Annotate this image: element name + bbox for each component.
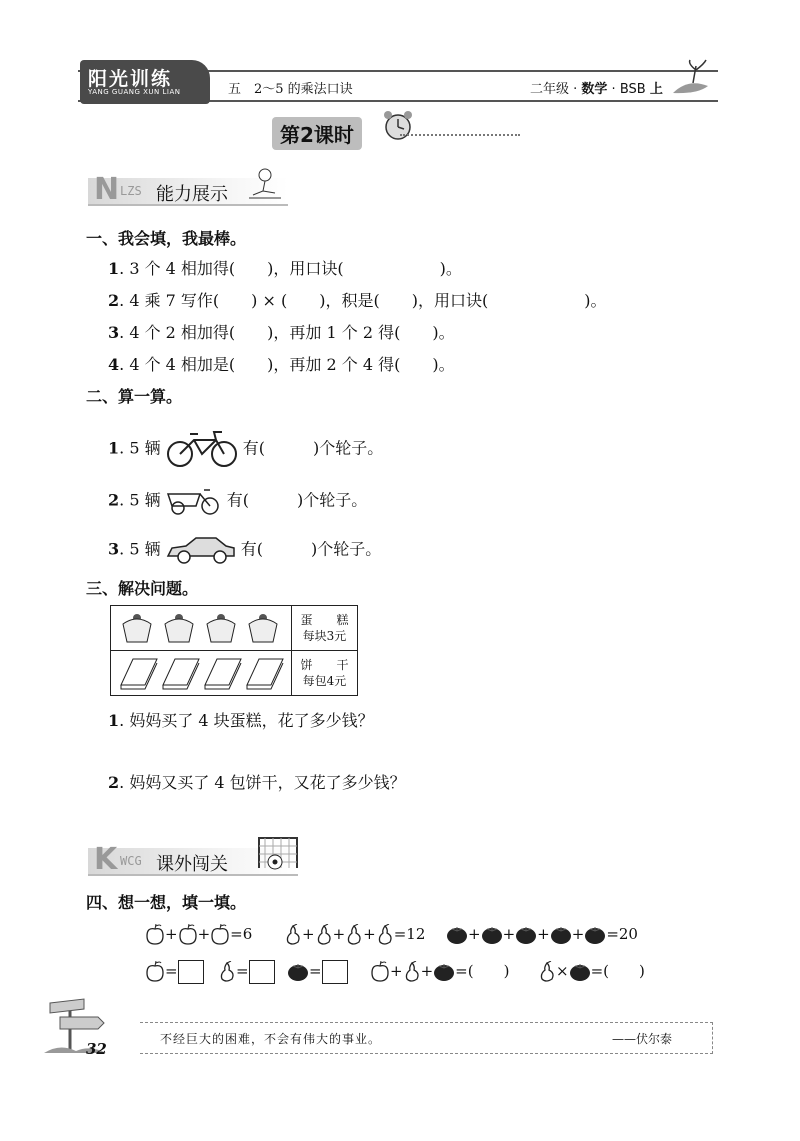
equal-sign: = [309, 962, 322, 980]
item-text: . 3 个 4 相加得( )，用口诀( )。 [119, 259, 462, 278]
plus-sign: + [390, 962, 403, 980]
section-title: 课外闯关 [156, 854, 228, 875]
biscuit-pack-icons [111, 651, 291, 691]
footer-quote: 不经巨大的困难，不会有伟大的事业。 [160, 1032, 382, 1046]
cupcake-icons [111, 606, 291, 646]
item-number: 2 [108, 291, 120, 310]
tomato-icon [569, 961, 591, 983]
biscuit-price: 每包4元 [302, 674, 347, 688]
part4-heading: 四、想一想，填一填。 [86, 893, 247, 912]
item-number: 1 [108, 438, 120, 458]
item-text: . 妈妈买了 4 块蛋糕，花了多少钱？ [119, 711, 374, 730]
part3-item-2 [108, 770, 406, 793]
part1-heading: 一、我会填，我最棒。 [86, 229, 247, 248]
cake-label: 蛋 糕 [300, 613, 349, 627]
skateboard-kid-icon [245, 165, 287, 201]
item-number: 1 [108, 711, 120, 730]
biscuit-images [111, 651, 292, 696]
biscuit-pack-icon [247, 659, 283, 689]
equation-result: =20 [606, 925, 638, 943]
section-title: 能力展示 [156, 184, 228, 205]
section-letter: K [94, 842, 118, 877]
subject-label: 数学 [581, 82, 608, 97]
plus-sign: + [537, 925, 550, 943]
pear-icon [403, 961, 421, 983]
grade-label: 二年级 · [530, 82, 582, 97]
bicycle-icon [166, 430, 238, 468]
price-table [110, 605, 358, 696]
answer-blank: =( ) [455, 962, 510, 980]
part2-item-1 [108, 430, 383, 468]
item-text: . 4 个 4 相加是( )，再加 2 个 4 得( )。 [119, 355, 455, 374]
plus-sign: + [420, 962, 434, 980]
plus-sign: + [332, 925, 346, 943]
item-number: 1 [108, 259, 120, 278]
apple-icon [210, 924, 230, 946]
section-letter: N [94, 172, 120, 207]
pear-icon [345, 924, 363, 946]
plus-sign: + [502, 925, 516, 943]
plus-sign: + [363, 925, 376, 943]
plus-sign: + [302, 925, 315, 943]
item-prefix: . 5 辆 [119, 490, 161, 510]
cupcake-icon [207, 614, 235, 642]
part2-item-3 [108, 534, 381, 566]
tomato-icon [446, 924, 468, 946]
biscuit-pack-icon [163, 659, 199, 689]
lesson-title: 第2课时 [272, 117, 362, 150]
apple-icon [145, 924, 165, 946]
part2-heading: 二、算一算。 [86, 387, 183, 406]
tomato-icon [550, 924, 572, 946]
pear-icon [284, 924, 302, 946]
lesson-underline [400, 134, 520, 136]
answer-tomato [287, 960, 348, 984]
equal-sign: = [165, 962, 178, 980]
item-number: 3 [108, 323, 120, 342]
item-number: 4 [108, 355, 120, 374]
answer-apple [145, 960, 204, 984]
part1-item-3 [108, 320, 455, 343]
pear-icon [218, 961, 236, 983]
footer-author: ——伏尔泰 [612, 1032, 673, 1046]
plus-sign: + [468, 925, 481, 943]
item-number: 2 [108, 773, 120, 792]
tricycle-icon [166, 486, 222, 516]
cupcake-icon [249, 614, 277, 642]
item-suffix: 有( )个轮子。 [242, 438, 384, 458]
equation-pears [284, 924, 425, 946]
logo [80, 60, 210, 104]
equation-mixed-sum [370, 960, 509, 983]
part3-item-1 [108, 708, 374, 731]
section-abbr: WCG [120, 854, 142, 868]
answer-pear [218, 960, 275, 984]
item-text: . 4 乘 7 写作( ) × ( )，积是( )，用口诀( )。 [119, 291, 607, 310]
item-number: 2 [108, 490, 120, 510]
part3-heading: 三、解决问题。 [86, 579, 199, 598]
cupcake-icon [123, 614, 151, 642]
tomato-icon [584, 924, 606, 946]
item-suffix: 有( )个轮子。 [240, 539, 382, 559]
item-prefix: . 5 辆 [119, 539, 161, 559]
item-number: 3 [108, 539, 120, 559]
equation-result: =6 [230, 925, 253, 943]
tomato-icon [433, 961, 455, 983]
biscuit-pack-icon [205, 659, 241, 689]
logo-subtitle: YANG GUANG XUN LIAN [88, 88, 181, 96]
apple-icon [370, 961, 390, 983]
item-suffix: 有( )个轮子。 [226, 490, 368, 510]
alarm-clock-icon [380, 108, 416, 142]
plus-sign: + [165, 925, 178, 943]
grade-info [530, 78, 663, 97]
item-prefix: . 5 辆 [119, 438, 161, 458]
soccer-goal-icon [255, 832, 301, 872]
cake-price-cell [292, 606, 358, 651]
tomato-icon [515, 924, 537, 946]
part1-item-1 [108, 256, 462, 279]
plus-sign: + [571, 925, 585, 943]
item-text: . 4 个 2 相加得( )，再加 1 个 2 得( )。 [119, 323, 455, 342]
car-icon [166, 534, 236, 566]
equal-sign: = [236, 962, 249, 980]
logo-title: 阳光训练 [88, 68, 173, 90]
equation-result: =12 [393, 925, 426, 943]
part1-item-2 [108, 288, 606, 311]
apple-icon [145, 961, 165, 983]
edition-label: · BSB [607, 82, 650, 97]
hand-plant-icon [668, 58, 718, 98]
equation-apples [145, 924, 252, 946]
chapter-title: 五 2～5 的乘法口诀 [228, 82, 353, 97]
plus-sign: + [197, 925, 211, 943]
cupcake-icon [165, 614, 193, 642]
apple-icon [178, 924, 198, 946]
pear-icon [315, 924, 333, 946]
part1-item-4 [108, 352, 455, 375]
equation-tomatoes [446, 924, 638, 946]
answer-box[interactable] [178, 960, 204, 984]
tomato-icon [287, 961, 309, 983]
section-abbr: LZS [120, 184, 142, 198]
tomato-icon [481, 924, 503, 946]
biscuit-label: 饼 干 [300, 658, 349, 672]
item-text: . 妈妈又买了 4 包饼干，又花了多少钱？ [119, 773, 406, 792]
answer-box[interactable] [249, 960, 275, 984]
answer-blank: =( ) [590, 962, 645, 980]
cake-images [111, 606, 292, 651]
biscuit-pack-icon [121, 659, 157, 689]
part2-item-2 [108, 486, 367, 516]
pear-icon [538, 961, 556, 983]
times-sign: × [556, 962, 569, 980]
page-number: 32 [86, 1040, 107, 1058]
answer-box[interactable] [322, 960, 348, 984]
pear-icon [376, 924, 394, 946]
equation-mixed-product [538, 960, 645, 983]
volume-label: 上 [649, 82, 663, 97]
biscuit-price-cell [292, 651, 358, 696]
cake-price: 每块3元 [302, 629, 347, 643]
